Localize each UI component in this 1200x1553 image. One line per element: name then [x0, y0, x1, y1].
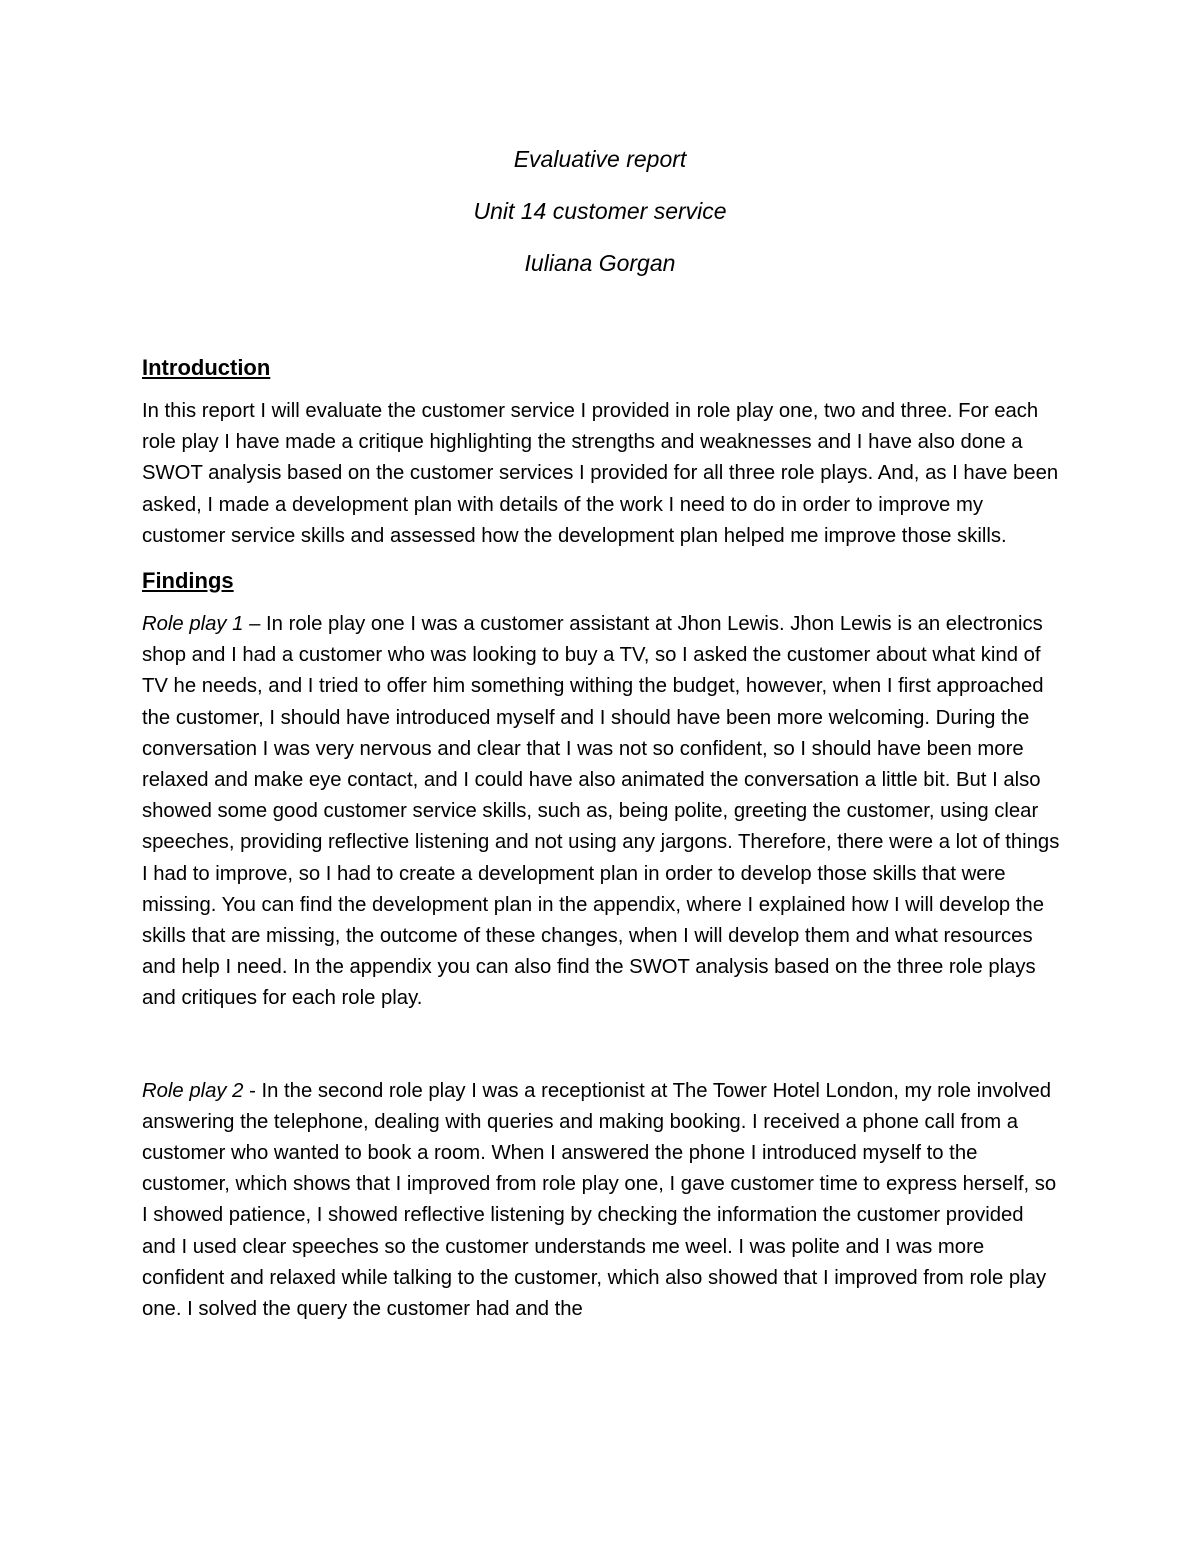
document-body [142, 352, 1062, 1325]
role-play-2-separator: - [243, 1079, 262, 1102]
introduction-paragraph: In this report I will evaluate the customer service I provided in role play one, two and three. For each role play I have made a critique highlighting the strengths and weaknesses and I have also done a SWOT analysis based on the customer services I provided for all three role plays. And, as I have been asked, I made a development plan with details of the work I need to do in order to improve my customer service skills and assessed how the development plan helped me improve those skills. [142, 400, 1059, 547]
document-unit: Unit 14 customer service [473, 198, 727, 224]
role-play-1-label: Role play 1 [142, 613, 244, 636]
role-play-1-text: In role play one I was a customer assistant at Jhon Lewis. Jhon Lewis is an electronics shop and I had a customer who was looking to buy a TV, so I asked the customer about what kind of TV he needs, and I tried to offer him something withing the budget, however, when I first approached the customer, I should have introduced myself and I should have been more welcoming. During the conversation I was very nervous and clear that I was not so confident, so I should have been more relaxed and make eye contact, and I could have also animated the conversation a little bit. But I also showed some good customer service skills, such as, being polite, greeting the customer, using clear speeches, providing reflective listening and not using any jargons. Therefore, there were a lot of things I had to improve, so I had to create a development plan in order to develop those skills that were missing. You can find the development plan in the appendix, where I explained how I will develop the skills that are missing, the outcome of these changes, when I will develop them and what resources and help I need. In the appendix you can also find the SWOT analysis based on the three role plays and critiques for each role play. [142, 613, 1060, 1010]
document-author: Iuliana Gorgan [524, 250, 676, 276]
role-play-2-text: In the second role play I was a receptionist at The Tower Hotel London, my role involved answering the telephone, dealing with queries and making booking. I received a phone call from a customer who wanted to book a room. When I answered the phone I introduced myself to the customer, which shows that I improved from role play one, I gave customer time to express herself, so I showed patience, I showed reflective listening by checking the information the customer provided and I used clear speeches so the customer understands me weel. I was polite and I was more confident and relaxed while talking to the customer, which also showed that I improved from role play one. I solved the query the customer had and the [142, 1079, 1057, 1321]
role-play-2-label: Role play 2 [142, 1079, 244, 1102]
document-title: Evaluative report [513, 146, 687, 172]
findings-heading: Findings [142, 568, 234, 594]
role-play-1-separator: – [243, 613, 267, 636]
role-play-2-paragraph [142, 1076, 1062, 1326]
role-play-1-paragraph [142, 609, 1062, 1015]
introduction-heading: Introduction [142, 355, 271, 380]
